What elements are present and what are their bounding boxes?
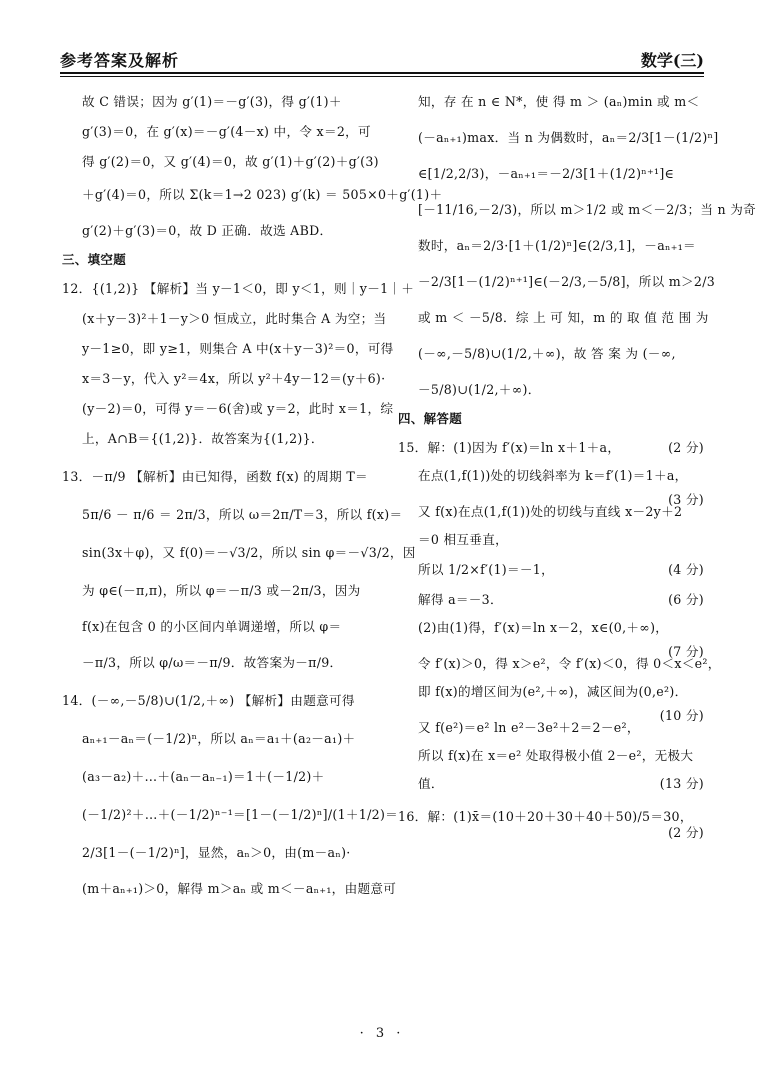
text-line: 故 C 错误；因为 g′(1)＝－g′(3)，得 g′(1)＋ bbox=[82, 94, 342, 109]
text-line: 16．解：(1)x̄＝(10＋20＋30＋40＋50)/5＝30， bbox=[398, 809, 693, 824]
solution-16-line bbox=[398, 809, 704, 840]
text-line: ＝0 相互垂直， bbox=[418, 532, 508, 547]
text-line: 在点(1,f(1))处的切线斜率为 k＝f′(1)＝1＋a， bbox=[418, 468, 688, 483]
solution-15-line bbox=[398, 440, 704, 456]
text-line: 解得 a＝－3． bbox=[418, 592, 503, 607]
text-line: (－aₙ₊₁)max．当 n 为偶数时，aₙ＝2/3[1－(1/2)ⁿ] bbox=[418, 130, 719, 145]
text-line: y－1≥0，即 y≥1，则集合 A 中(x＋y－3)²＝0，可得 bbox=[82, 341, 394, 356]
text-line: 又 f(x)在点(1,f(1))处的切线与直线 x－2y＋2 bbox=[418, 504, 683, 519]
score-mark: (4 分) bbox=[668, 562, 704, 577]
text-line: (－1/2)²＋…＋(－1/2)ⁿ⁻¹＝[1－(－1/2)ⁿ]/(1＋1/2)＝ bbox=[82, 807, 399, 822]
text-line: 知，存 在 n ∈ N*，使 得 m ＞ (aₙ)min 或 m＜ bbox=[418, 94, 700, 109]
text-line: －π/3，所以 φ/ω＝－π/9．故答案为－π/9． bbox=[82, 655, 343, 670]
text-line: 2/3[1－(－1/2)ⁿ]，显然，aₙ＞0，由(m－aₙ)· bbox=[82, 845, 351, 860]
text-line: 即 f(x)的增区间为(e²,＋∞)，减区间为(0,e²)． bbox=[418, 684, 688, 699]
text-line: 值． bbox=[418, 776, 444, 791]
page-header bbox=[60, 44, 704, 72]
text-line: 或 m ＜ －5/8．综 上 可 知，m 的 取 值 范 围 为 bbox=[418, 310, 709, 325]
text-line: [－11/16,－2/3)，所以 m＞1/2 或 m＜－2/3；当 n 为奇 bbox=[418, 202, 757, 217]
score-mark: (3 分) bbox=[668, 492, 704, 507]
score-mark: (2 分) bbox=[668, 440, 704, 455]
text-line: 15．解：(1)因为 f′(x)＝ln x＋1＋a， bbox=[398, 440, 621, 455]
header-rule-thin bbox=[60, 76, 704, 77]
answer-13: 13．－π/9 【解析】由已知得，函数 f(x) 的周期 T＝ bbox=[62, 469, 368, 484]
score-mark: (13 分) bbox=[659, 776, 704, 791]
answer-12: 12．{(1,2)} 【解析】当 y－1＜0，即 y＜1，则｜y－1｜＋ bbox=[62, 281, 415, 296]
text-line: sin(3x＋φ)，又 f(0)＝－√3/2，所以 sin φ＝－√3/2，因 bbox=[82, 545, 416, 560]
text-line: (m＋aₙ₊₁)＞0，解得 m＞aₙ 或 m＜－aₙ₊₁，由题意可 bbox=[82, 881, 397, 896]
right-column bbox=[398, 86, 757, 841]
text-line: 为 φ∈(－π,π)，所以 φ＝－π/3 或－2π/3，因为 bbox=[82, 583, 361, 598]
text-line: 所以 1/2×f′(1)＝－1， bbox=[418, 562, 554, 577]
text-line: －2/3[1－(1/2)ⁿ⁺¹]∈(－2/3,－5/8]，所以 m＞2/3 bbox=[418, 274, 716, 289]
answer-14: 14．(－∞,－5/8)∪(1/2,＋∞) 【解析】由题意可得 bbox=[62, 693, 355, 708]
text-line: 又 f(e²)＝e² ln e²－3e²＋2＝2－e²， bbox=[418, 720, 640, 735]
score-mark: (6 分) bbox=[668, 592, 704, 607]
text-line: 令 f′(x)＞0，得 x＞e²，令 f′(x)＜0，得 0＜x＜e²， bbox=[418, 656, 721, 671]
text-line: (2)由(1)得，f′(x)＝ln x－2，x∈(0,＋∞)， bbox=[418, 620, 669, 635]
section-heading: 三、填空题 bbox=[62, 252, 127, 267]
header-subject: 数学(三) bbox=[640, 51, 704, 70]
text-line: g′(2)＋g′(3)＝0，故 D 正确．故选 ABD． bbox=[82, 223, 333, 238]
header-rule bbox=[60, 72, 704, 74]
text-line: －5/8)∪(1/2,＋∞)． bbox=[418, 382, 541, 397]
text-line: 5π/6 － π/6 ＝ 2π/3，所以 ω＝2π/T＝3，所以 f(x)＝ bbox=[82, 507, 403, 522]
text-line: (－∞,－5/8)∪(1/2,＋∞)，故 答 案 为 (－∞, bbox=[418, 346, 676, 361]
score-row bbox=[398, 776, 704, 792]
text-line: (a₃－a₂)＋…＋(aₙ－aₙ₋₁)＝1＋(－1/2)＋ bbox=[82, 769, 325, 784]
text-line: (y－2)＝0，可得 y＝－6(舍)或 y＝2，此时 x＝1，综 bbox=[82, 401, 394, 416]
text-line: 所以 f(x)在 x＝e² 处取得极小值 2－e²，无极大 bbox=[418, 748, 694, 763]
text-line: 上，A∩B＝{(1,2)}．故答案为{(1,2)}． bbox=[82, 431, 324, 446]
text-line: x＝3－y，代入 y²＝4x，所以 y²＋4y－12＝(y＋6)· bbox=[82, 371, 386, 386]
text-line: 得 g′(2)＝0，又 g′(4)＝0，故 g′(1)＋g′(2)＋g′(3) bbox=[82, 154, 379, 169]
score-row bbox=[398, 562, 704, 578]
score-row bbox=[398, 592, 704, 608]
text-line: (x＋y－3)²＋1－y＞0 恒成立，此时集合 A 为空；当 bbox=[82, 311, 387, 326]
header-title: 参考答案及解析 bbox=[60, 51, 180, 70]
text-line: g′(3)＝0，在 g′(x)＝－g′(4－x) 中，令 x＝2，可 bbox=[82, 124, 371, 139]
page-number: · 3 · bbox=[359, 1026, 405, 1041]
score-mark: (2 分) bbox=[668, 825, 704, 840]
section-heading: 四、解答题 bbox=[398, 411, 463, 426]
text-line: ＋g′(4)＝0，所以 Σ(k＝1→2 023) g′(k) ＝ 505×0＋g′(1)＋ bbox=[82, 187, 443, 202]
text-line: f(x)在包含 0 的小区间内单调递增，所以 φ＝ bbox=[82, 619, 342, 634]
score-mark: (10 分) bbox=[659, 708, 704, 723]
text-line: aₙ₊₁－aₙ＝(－1/2)ⁿ，所以 aₙ＝a₁＋(a₂－a₁)＋ bbox=[82, 731, 356, 746]
text-line: 数时，aₙ＝2/3·[1＋(1/2)ⁿ]∈(2/3,1]，－aₙ₊₁＝ bbox=[418, 238, 696, 253]
text-line: ∈[1/2,2/3)，－aₙ₊₁＝－2/3[1＋(1/2)ⁿ⁺¹]∈ bbox=[418, 166, 675, 181]
score-mark: (7 分) bbox=[668, 644, 704, 659]
